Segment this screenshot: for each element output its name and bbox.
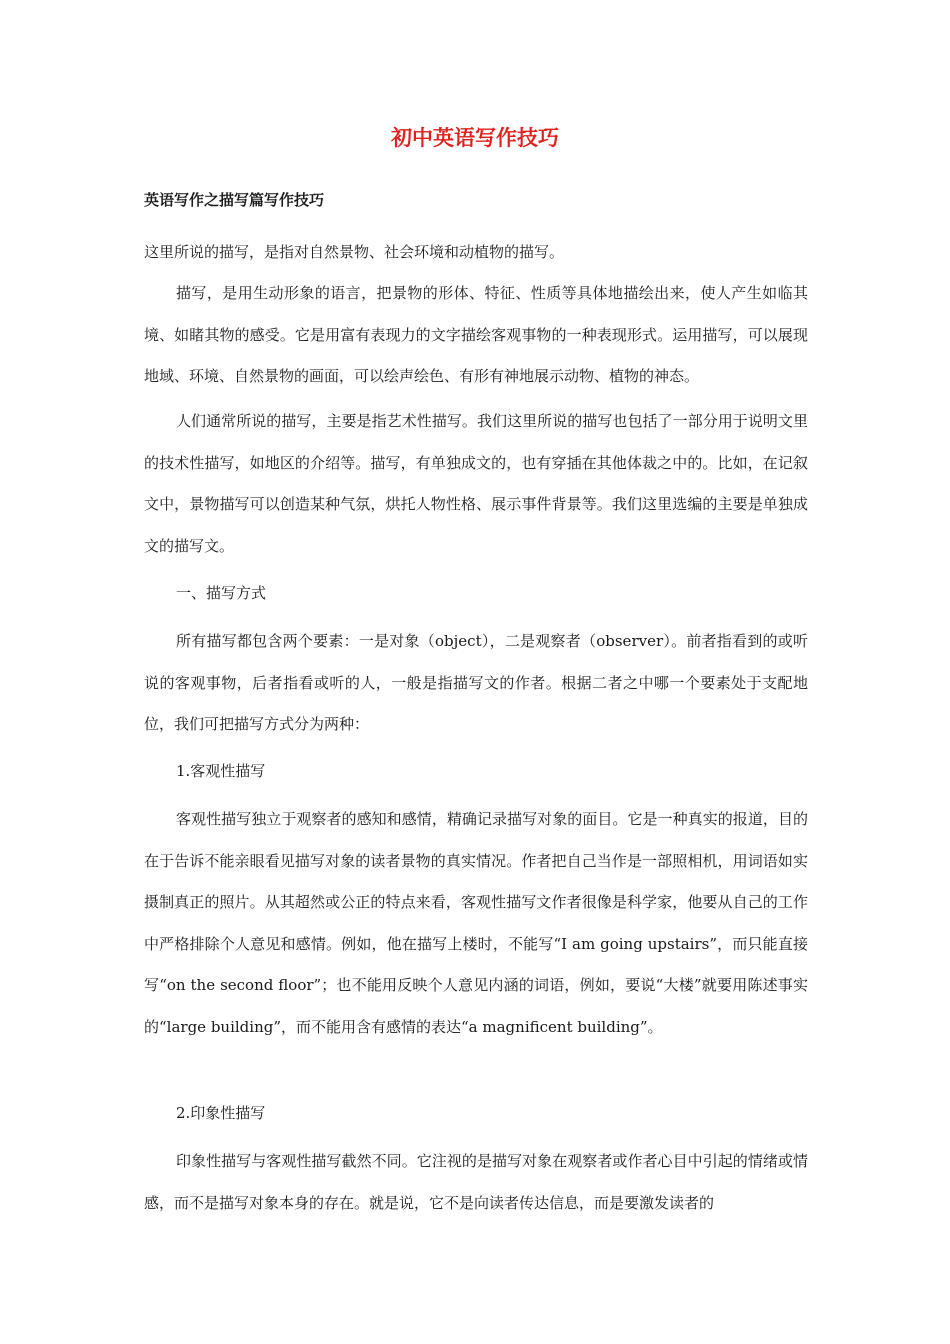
- document-title: 初中英语写作技巧: [391, 126, 559, 150]
- intro-paragraph: 这里所说的描写，是指对自然景物、社会环境和动植物的描写。: [144, 243, 565, 261]
- heading-impressionistic-description: 2.印象性描写: [176, 1104, 266, 1122]
- paragraph-description-definition: 描写，是用生动形象的语言，把景物的形体、特征、性质等具体地描绘出来，使人产生如临其境、如睹其物的感受。它是用富有表现力的文字描绘客观事物的一种表现形式。运用描写，可以展现地域、环境、自然景物的画面，可以绘声绘色、有形有神地展示动物、植物的神态。: [144, 284, 808, 385]
- paragraph-artistic-description: 人们通常所说的描写，主要是指艺术性描写。我们这里所说的描写也包括了一部分用于说明文里的技术性描写，如地区的介绍等。描写，有单独成文的，也有穿插在其他体裁之中的。比如，在记叙文中，景物描写可以创造某种气氛，烘托人物性格、展示事件背景等。我们这里选编的主要是单独成文的描写文。: [144, 412, 808, 555]
- paragraph-objective-description: 客观性描写独立于观察者的感知和感情，精确记录描写对象的面目。它是一种真实的报道，目的在于告诉不能亲眼看见描写对象的读者景物的真实情况。作者把自己当作是一部照相机，用词语如实摄制真正的照片。从其超然或公正的特点来看，客观性描写文作者很像是科学家，他要从自己的工作中严格排除个人意见和感情。例如，他在描写上楼时，不能写“I am going upstairs”，而只能直接写“on the second floor”；也不能用反映个人意见内涵的词语，例如，要说“大楼”就要用陈述事实的“large building”，而不能用含有感情的表达“a magnificent building”。: [144, 810, 808, 1036]
- heading-objective-description: 1.客观性描写: [176, 762, 266, 780]
- paragraph-two-elements: 所有描写都包含两个要素：一是对象（object），二是观察者（observer）。前者指看到的或听说的客观事物，后者指看或听的人，一般是指描写文的作者。根据二者之中哪一个要素处于支配地位，我们可把描写方式分为两种：: [144, 632, 808, 733]
- heading-description-methods: 一、描写方式: [176, 584, 267, 602]
- paragraph-impressionistic-description: 印象性描写与客观性描写截然不同。它注视的是描写对象在观察者或作者心目中引起的情绪或情感，而不是描写对象本身的存在。就是说，它不是向读者传达信息，而是要激发读者的: [144, 1152, 808, 1212]
- section-heading: 英语写作之描写篇写作技巧: [144, 191, 325, 209]
